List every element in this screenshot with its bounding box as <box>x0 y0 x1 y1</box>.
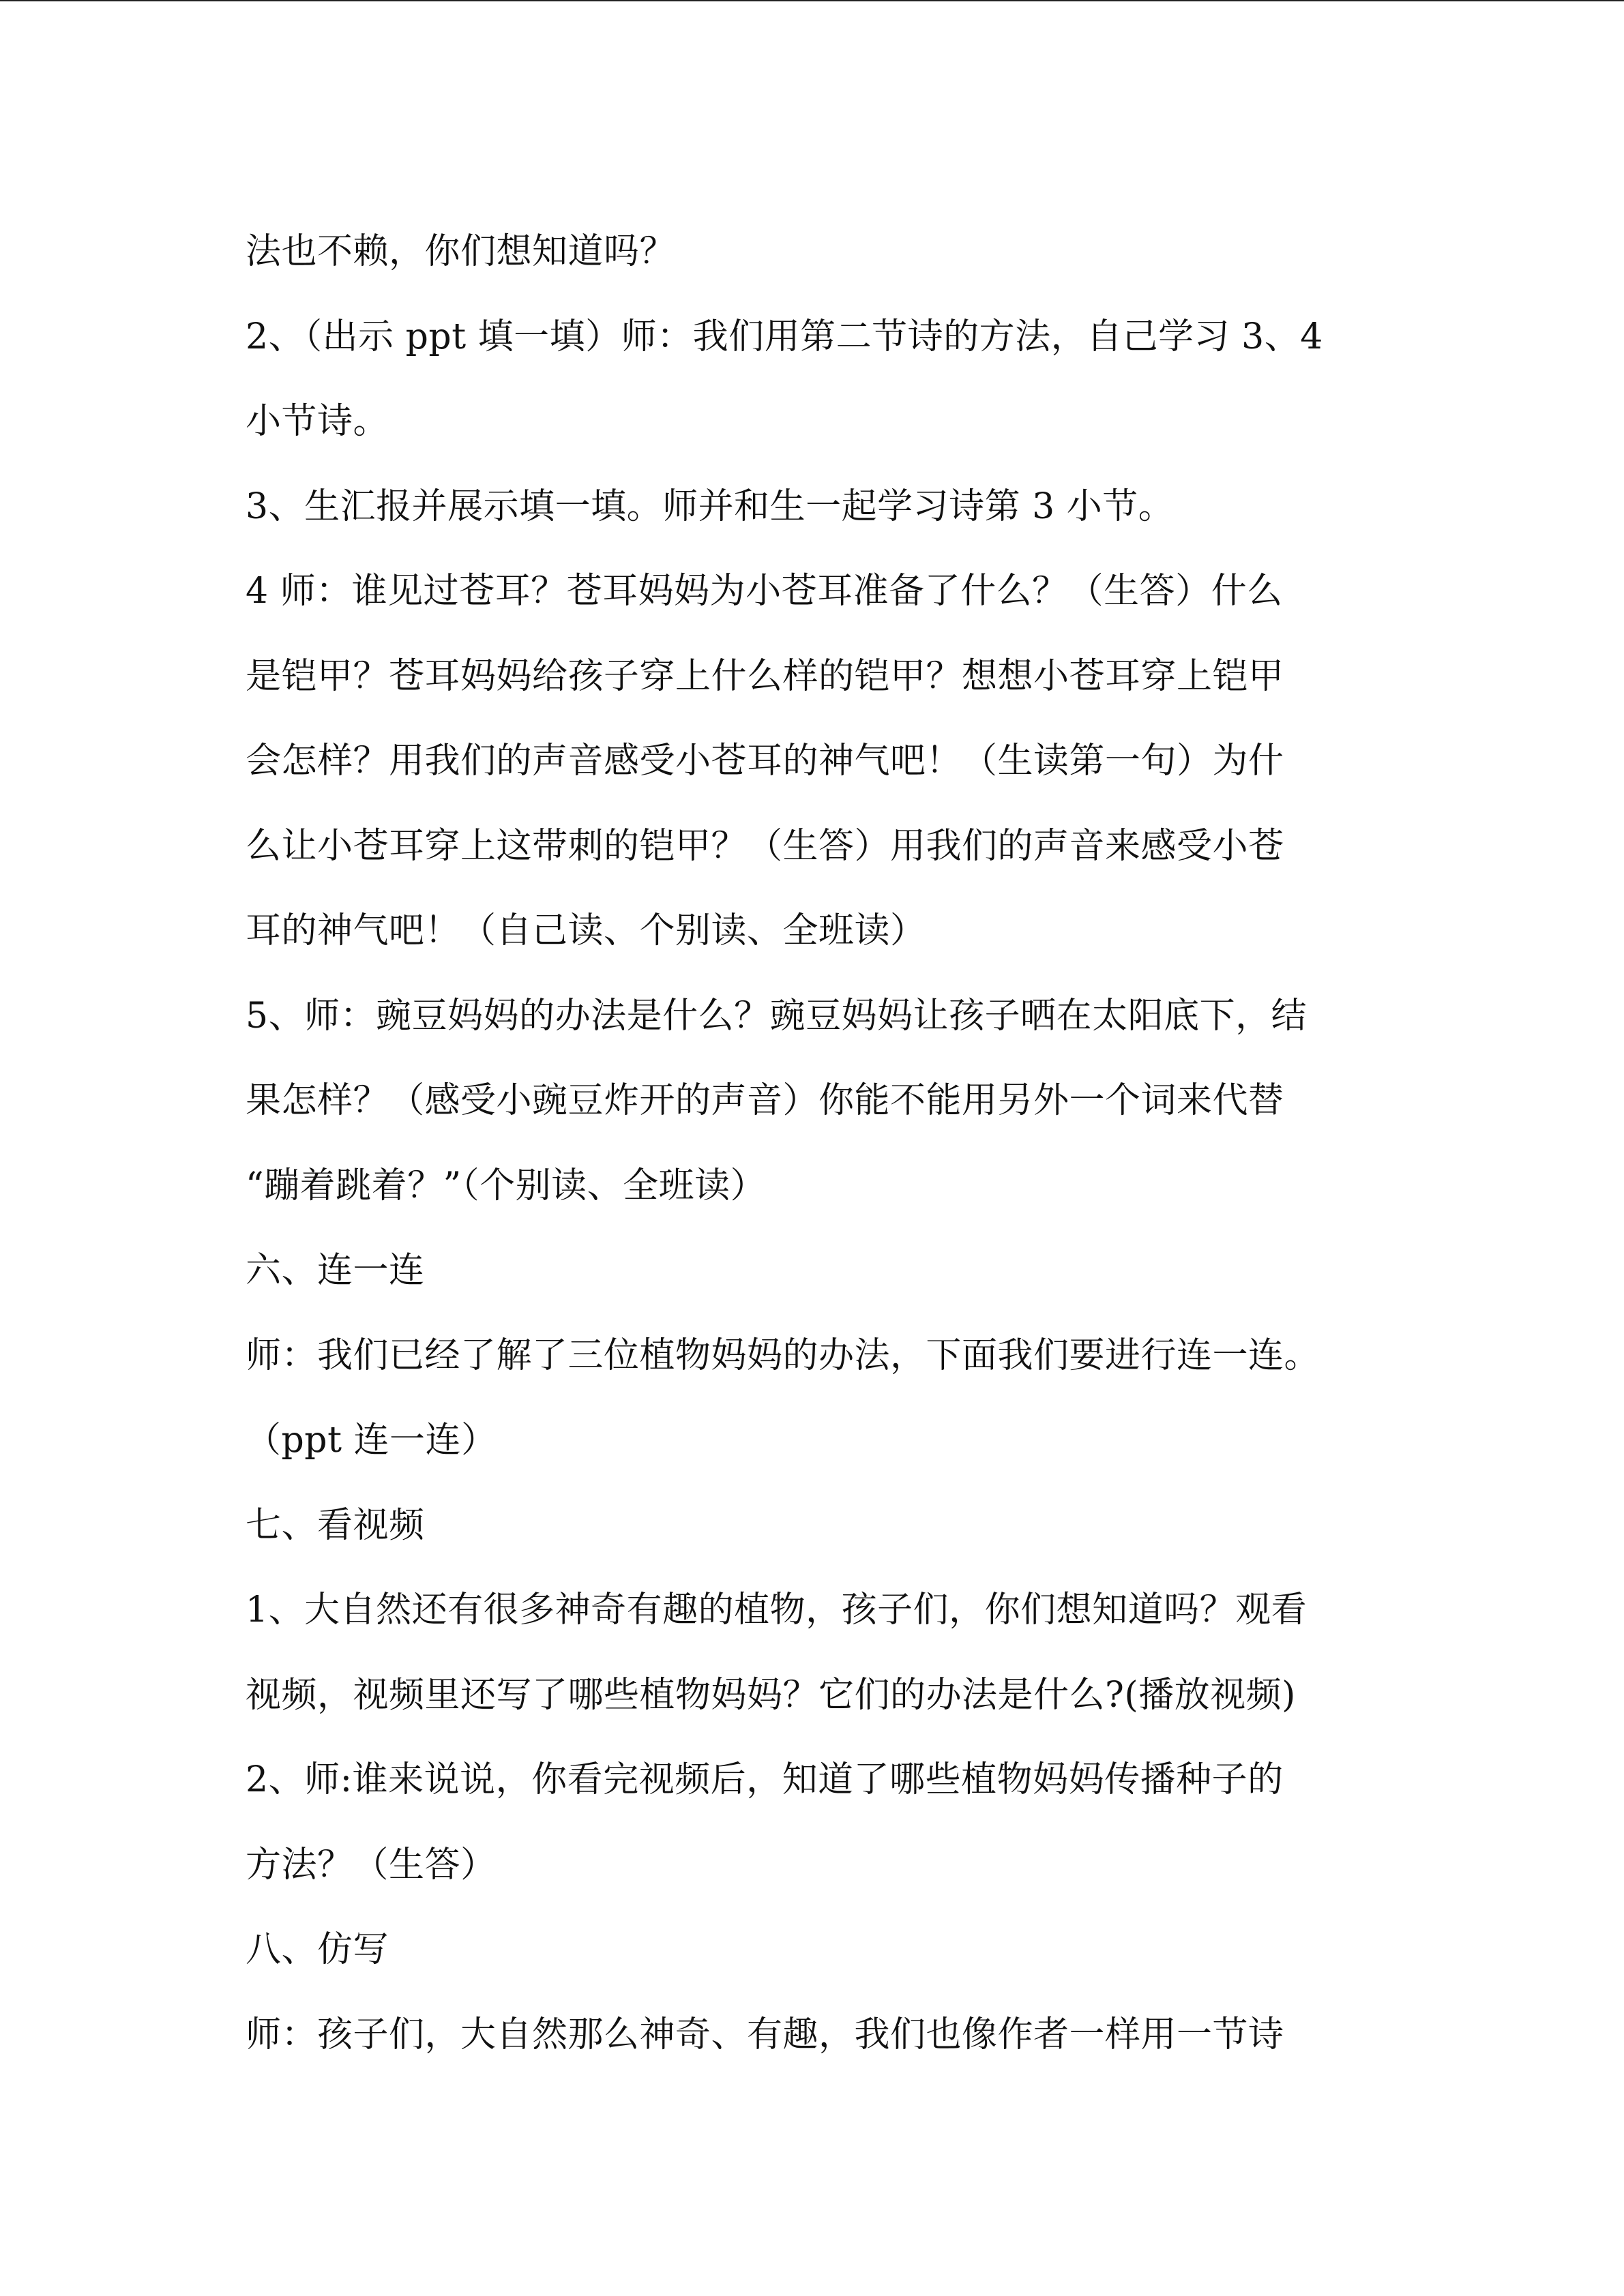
text-line: 师：孩子们，大自然那么神奇、有趣，我们也像作者一样用一节诗 <box>246 2014 1284 2055</box>
text-line: 小节诗。 <box>246 401 389 442</box>
section-heading: 六、连一连 <box>246 1250 425 1291</box>
text-line: 耳的神气吧！（自己读、个别读、全班读） <box>246 910 926 951</box>
text-line: 视频，视频里还写了哪些植物妈妈？它们的办法是什么?(播放视频) <box>246 1674 1296 1716</box>
text-line: 会怎样？用我们的声音感受小苍耳的神气吧！（生读第一句）为什 <box>246 741 1284 781</box>
text-line: 2、（出示 ppt 填一填）师：我们用第二节诗的方法，自己学习 3、4 <box>246 316 1323 357</box>
text-line: “蹦着跳着？”（个别读、全班读） <box>246 1165 767 1206</box>
text-line: 法也不赖，你们想知道吗？ <box>246 231 676 272</box>
text-line: 么让小苍耳穿上这带刺的铠甲？（生答）用我们的声音来感受小苍 <box>246 825 1284 867</box>
document-body <box>246 209 1405 2077</box>
text-line: （ppt 连一连） <box>246 1420 497 1461</box>
text-line: 2、师:谁来说说，你看完视频后，知道了哪些植物妈妈传播种子的 <box>246 1759 1284 1800</box>
section-heading: 八、仿写 <box>246 1929 389 1970</box>
text-line: 师：我们已经了解了三位植物妈妈的办法，下面我们要进行连一连。 <box>246 1335 1320 1376</box>
section-heading: 七、看视频 <box>246 1504 425 1546</box>
text-line: 5、师：豌豆妈妈的办法是什么？豌豆妈妈让孩子晒在太阳底下，结 <box>246 995 1308 1037</box>
text-line: 方法？（生答） <box>246 1844 497 1885</box>
text-line: 是铠甲？苍耳妈妈给孩子穿上什么样的铠甲？想想小苍耳穿上铠甲 <box>246 655 1284 697</box>
text-line: 3、生汇报并展示填一填。师并和生一起学习诗第 3 小节。 <box>246 486 1175 527</box>
text-line: 果怎样？（感受小豌豆炸开的声音）你能不能用另外一个词来代替 <box>246 1080 1284 1121</box>
text-line: 4 师：谁见过苍耳？苍耳妈妈为小苍耳准备了什么？（生答）什么 <box>246 571 1283 612</box>
text-line: 1、大自然还有很多神奇有趣的植物，孩子们，你们想知道吗？观看 <box>246 1590 1308 1630</box>
